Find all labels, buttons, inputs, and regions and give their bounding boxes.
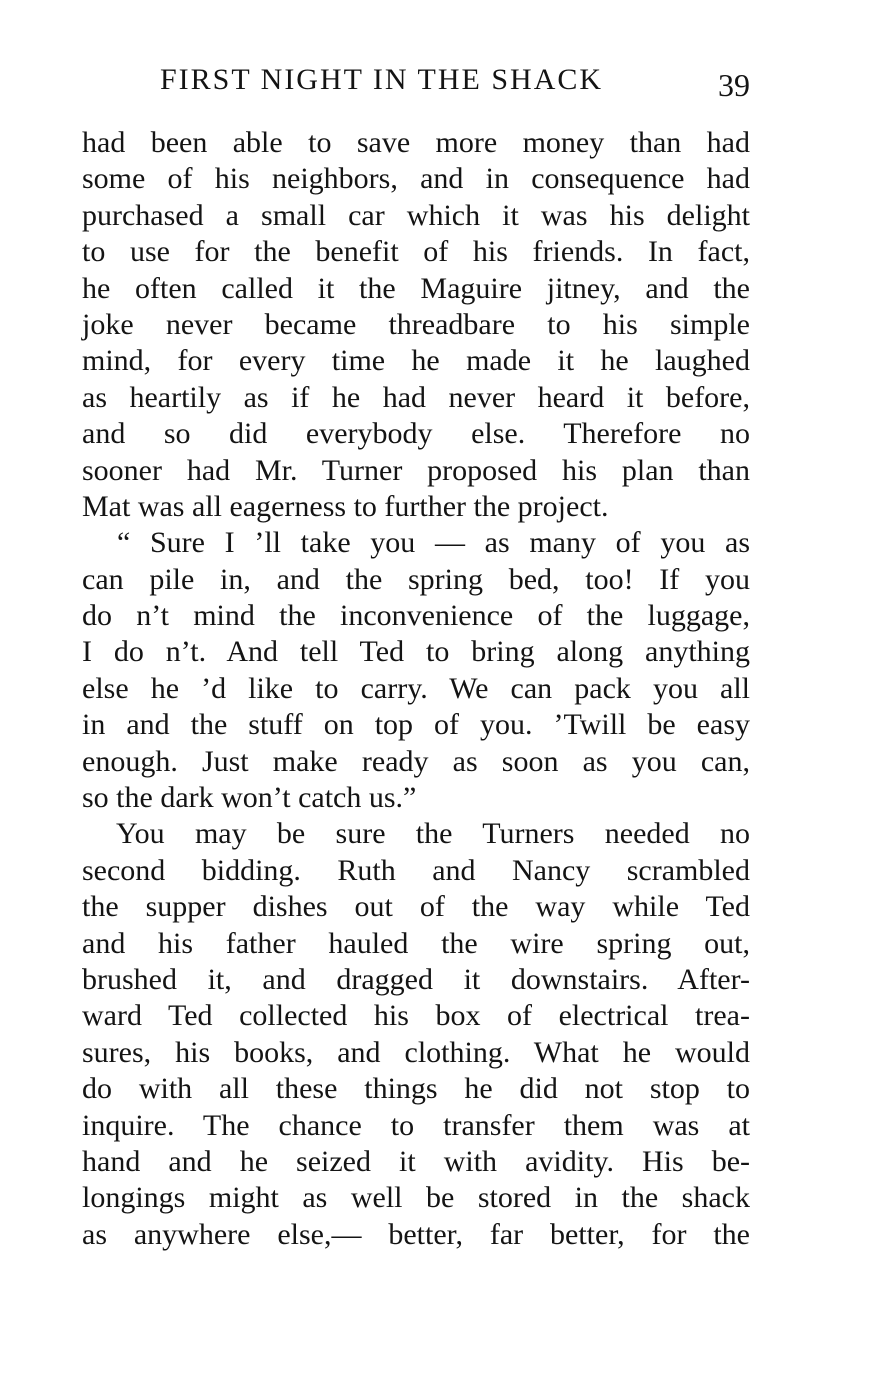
running-head <box>80 60 750 103</box>
text-line: purchased a small car which it was his delight <box>82 198 750 232</box>
text-line: as anywhere else,— better, far better, for the <box>82 1217 750 1251</box>
text-line: joke never became threadbare to his simple <box>82 307 750 341</box>
text-line: can pile in, and the spring bed, too! If you <box>82 562 750 596</box>
text-line: longings might as well be stored in the shack <box>82 1181 750 1215</box>
text-line: some of his neighbors, and in consequence had <box>82 162 750 196</box>
text-line: enough. Just make ready as soon as you can, <box>82 744 750 778</box>
text-line: he often called it the Maguire jitney, and the <box>82 271 750 305</box>
text-line: Mat was all eagerness to further the project. <box>82 489 609 523</box>
text-line: so the dark won’t catch us.” <box>82 781 417 815</box>
text-line: sures, his books, and clothing. What he would <box>82 1035 750 1069</box>
running-title: FIRST NIGHT IN THE SHACK <box>160 63 604 96</box>
text-line: You may be sure the Turners needed no <box>116 817 750 851</box>
body-text <box>82 125 750 1253</box>
page-number: 39 <box>718 67 750 103</box>
text-line: the supper dishes out of the way while Ted <box>82 890 750 924</box>
text-line: as heartily as if he had never heard it before, <box>82 380 750 414</box>
text-line: and his father hauled the wire spring out, <box>82 926 750 960</box>
text-line: inquire. The chance to transfer them was at <box>82 1108 750 1142</box>
text-line: to use for the benefit of his friends. In fact, <box>82 235 750 269</box>
text-line: had been able to save more money than had <box>82 126 750 159</box>
text-line: mind, for every time he made it he laughed <box>82 344 750 378</box>
text-line: “ Sure I ’ll take you — as many of you as <box>117 526 750 560</box>
text-line: and so did everybody else. Therefore no <box>82 417 750 451</box>
text-line: second bidding. Ruth and Nancy scrambled <box>82 853 750 887</box>
text-line: sooner had Mr. Turner proposed his plan than <box>82 453 750 487</box>
text-line: else he ’d like to carry. We can pack you all <box>82 671 750 705</box>
text-line: do n’t mind the inconvenience of the luggage, <box>82 599 750 633</box>
text-line: brushed it, and dragged it downstairs. After- <box>82 962 750 996</box>
text-line: ward Ted collected his box of electrical trea- <box>82 999 750 1033</box>
text-line: in and the stuff on top of you. ’Twill be easy <box>82 708 750 742</box>
text-line: hand and he seized it with avidity. His be- <box>82 1144 750 1178</box>
text-line: do with all these things he did not stop to <box>82 1072 750 1106</box>
text-line: I do n’t. And tell Ted to bring along anything <box>82 635 750 669</box>
